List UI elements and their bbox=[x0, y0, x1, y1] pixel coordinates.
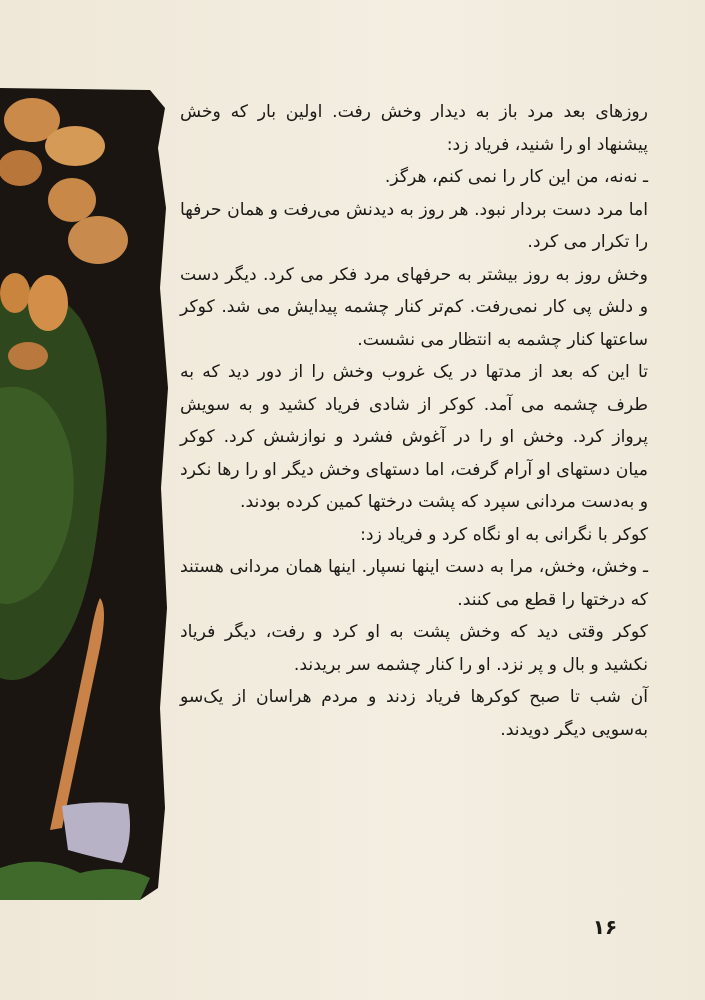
paragraph-2: ـ نه‌نه، من این کار را نمی کنم، هرگز. bbox=[384, 167, 648, 187]
page-number: ۱۶ bbox=[592, 915, 618, 939]
paragraph-3: اما مرد دست بردار نبود. هر روز به دیدنش می‌رفت و همان حرفها را تکرار می کرد. bbox=[180, 199, 648, 252]
paragraph-1: روزهای بعد مرد باز به دیدار وخش رفت. اولین بار که وخش پیشنهاد او را شنید، فریاد زد: bbox=[180, 102, 648, 155]
forest-axe-illustration bbox=[0, 88, 172, 900]
paragraph-8: کوکر وقتی دید که وخش پشت به او کرد و رفت، دیگر فریاد نکشید و بال و پر نزد. او را کنار چشمه سر بریدند. bbox=[180, 622, 648, 675]
paragraph-7: ـ وخش، وخش، مرا به دست اینها نسپار. اینها همان مردانی هستند که درختها را قطع می کنند. bbox=[180, 557, 648, 610]
illustration-art bbox=[0, 88, 172, 900]
paragraph-6: کوکر با نگرانی به او نگاه کرد و فریاد زد: bbox=[360, 524, 648, 545]
story-text bbox=[180, 96, 648, 746]
paragraph-5: تا این که بعد از مدتها در یک غروب وخش را از دور دید که به طرف چشمه می آمد. کوکر از شادی فریاد کشید و به سویش پرواز کرد. وخش او را در آغوش فشرد و نوازشش کرد. کوکر میان دستهای او آرام گرفت، اما دستهای وخش دیگر او را رها نکرد و به‌دست مردانی سپرد که پشت درختها کمین کرده بودند. bbox=[180, 362, 648, 512]
paragraph-4: وخش روز به روز بیشتر به حرفهای مرد فکر می کرد. دیگر دست و دلش پی کار نمی‌رفت. کم‌تر کنار چشمه پیدایش می شد. کوکر ساعتها کنار چشمه به انتظار می نشست. bbox=[180, 264, 648, 350]
paragraph-9: آن شب تا صبح کوکرها فریاد زدند و مردم هراسان از یک‌سو به‌سویی دیگر دویدند. bbox=[180, 687, 648, 740]
